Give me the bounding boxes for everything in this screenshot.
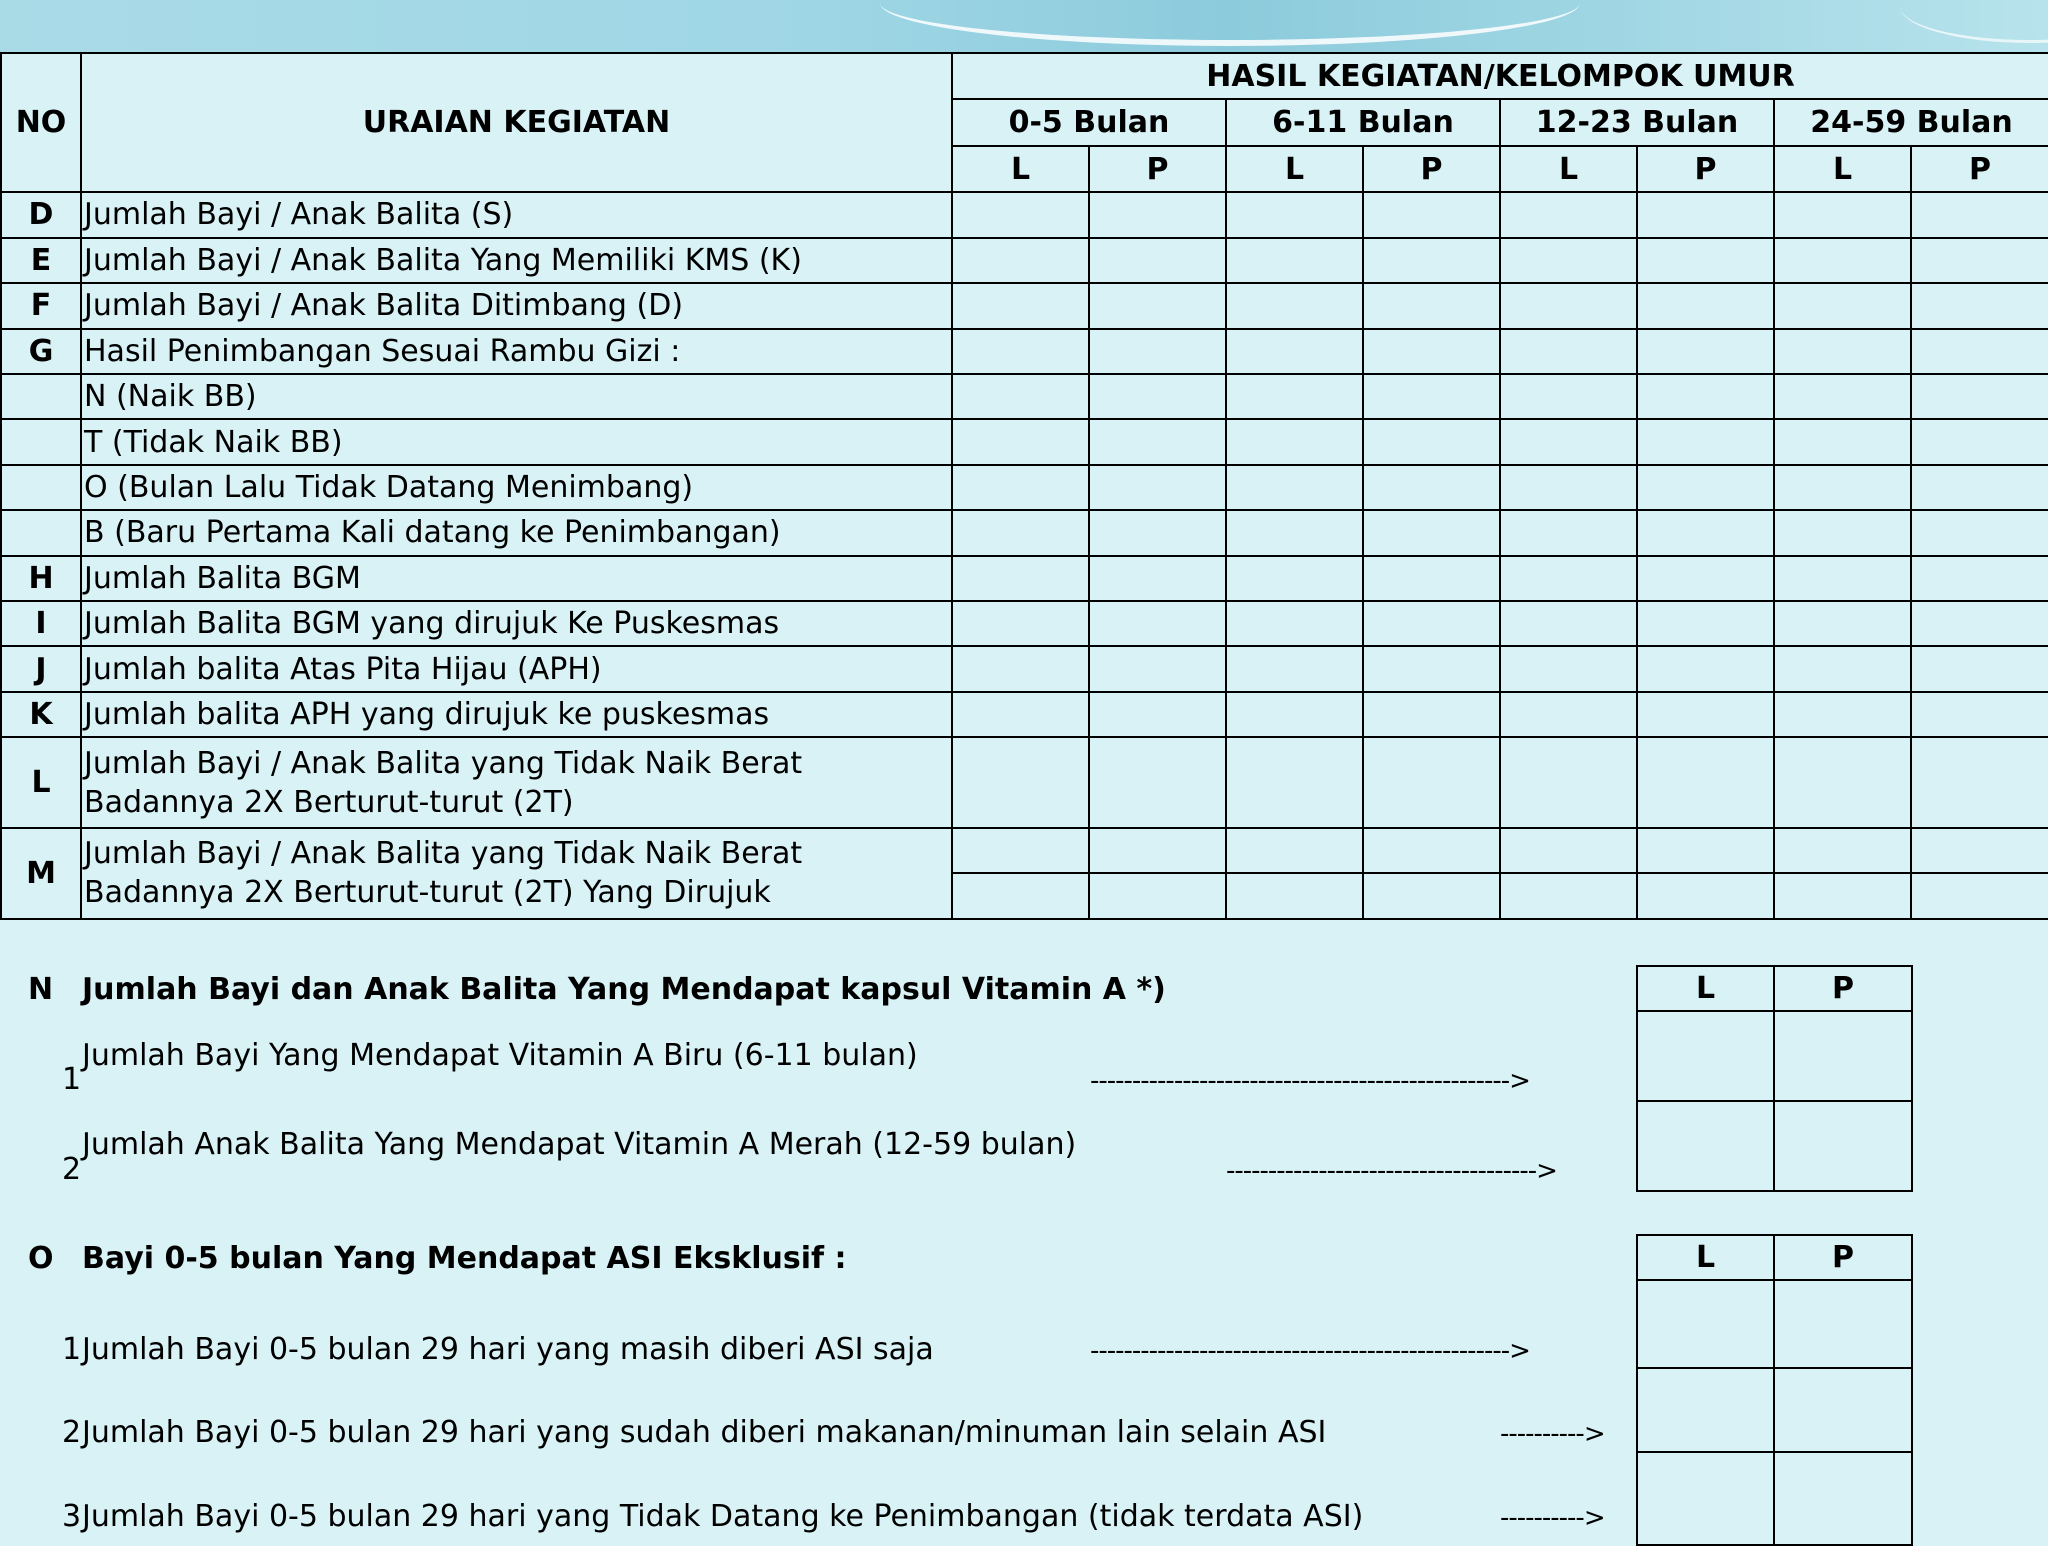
value-cell <box>952 374 1089 419</box>
table-row <box>1 737 2048 828</box>
value-cell <box>1911 692 2048 737</box>
value-cell <box>1774 601 1911 646</box>
value-cell <box>1637 283 1774 328</box>
row-no: D <box>1 192 81 237</box>
value-cell <box>1911 238 2048 283</box>
lp-cell <box>1637 1452 1774 1545</box>
value-cell <box>1911 510 2048 555</box>
row-no: I <box>1 601 81 646</box>
row-no <box>1 465 81 510</box>
value-cell <box>1500 192 1637 237</box>
value-cell <box>1363 283 1500 328</box>
table-row <box>1 419 2048 464</box>
value-cell <box>1363 419 1500 464</box>
value-cell <box>1363 692 1500 737</box>
row-no: G <box>1 329 81 374</box>
value-cell <box>1363 238 1500 283</box>
header-no: NO <box>1 53 81 192</box>
value-cell <box>1089 556 1226 601</box>
value-cell <box>1363 329 1500 374</box>
value-cell <box>1774 510 1911 555</box>
value-cell <box>1226 692 1363 737</box>
activity-table <box>0 52 2048 920</box>
header-sex-p: P <box>1363 146 1500 192</box>
table-row <box>1 374 2048 419</box>
value-cell <box>1774 646 1911 691</box>
value-cell <box>1363 828 1500 873</box>
value-cell <box>1637 828 1774 873</box>
value-cell <box>1089 873 1226 919</box>
value-cell <box>1500 692 1637 737</box>
section-o-lp-table <box>1636 1234 1913 1546</box>
row-description: Jumlah Balita BGM yang dirujuk Ke Puskesmas <box>81 601 952 646</box>
value-cell <box>1363 192 1500 237</box>
value-cell <box>1637 556 1774 601</box>
value-cell <box>1637 192 1774 237</box>
value-cell <box>1226 192 1363 237</box>
section-n-item-text: Jumlah Anak Balita Yang Mendapat Vitamin A Merah (12-59 bulan) <box>82 1127 1077 1162</box>
table-row <box>1 329 2048 374</box>
section-o-item-arrow: ----------> <box>1500 1503 1605 1533</box>
table-row <box>1 510 2048 555</box>
row-description: Jumlah Bayi / Anak Balita (S) <box>81 192 952 237</box>
table-body <box>1 192 2048 919</box>
lp-header-l: L <box>1637 966 1774 1011</box>
section-o-letter: O <box>28 1241 54 1276</box>
header-sex-l: L <box>1500 146 1637 192</box>
value-cell <box>1911 873 2048 919</box>
value-cell <box>1637 646 1774 691</box>
section-n-item-num: 2 <box>62 1152 82 1187</box>
value-cell <box>1774 692 1911 737</box>
table-row <box>1 556 2048 601</box>
value-cell <box>1089 329 1226 374</box>
value-cell <box>952 192 1089 237</box>
lp-header-p: P <box>1774 1235 1912 1280</box>
value-cell <box>1089 238 1226 283</box>
value-cell <box>1089 283 1226 328</box>
value-cell <box>1363 646 1500 691</box>
row-no <box>1 510 81 555</box>
lp-cell <box>1774 1011 1912 1101</box>
value-cell <box>1500 510 1637 555</box>
value-cell <box>1500 828 1637 873</box>
value-cell <box>1500 419 1637 464</box>
value-cell <box>952 283 1089 328</box>
header-age-group: 6-11 Bulan <box>1226 99 1500 145</box>
value-cell <box>1089 737 1226 828</box>
lp-cell <box>1637 1011 1774 1101</box>
value-cell <box>1363 873 1500 919</box>
value-cell <box>1226 556 1363 601</box>
value-cell <box>1911 828 2048 873</box>
header-sex-p: P <box>1911 146 2048 192</box>
lp-cell <box>1637 1368 1774 1452</box>
value-cell <box>1637 510 1774 555</box>
section-n-item-num: 1 <box>62 1062 82 1097</box>
value-cell <box>1226 238 1363 283</box>
value-cell <box>1637 465 1774 510</box>
lp-cell <box>1637 1280 1774 1368</box>
header-sex-p: P <box>1089 146 1226 192</box>
value-cell <box>1363 556 1500 601</box>
section-o-item-text: Jumlah Bayi 0-5 bulan 29 hari yang sudah diberi makanan/minuman lain selain ASI <box>82 1415 1327 1450</box>
row-no: L <box>1 737 81 828</box>
value-cell <box>1226 374 1363 419</box>
value-cell <box>952 601 1089 646</box>
value-cell <box>952 510 1089 555</box>
value-cell <box>1226 601 1363 646</box>
lp-cell <box>1637 1101 1774 1191</box>
value-cell <box>1774 556 1911 601</box>
value-cell <box>1226 828 1363 873</box>
lp-cell <box>1774 1368 1912 1452</box>
row-description: Jumlah Bayi / Anak Balita yang Tidak Naik Berat Badannya 2X Berturut-turut (2T) <box>81 737 952 828</box>
header-uraian: URAIAN KEGIATAN <box>81 53 952 192</box>
section-n-item-arrow: -------------------------------------> <box>1226 1156 1557 1186</box>
banner-swoosh <box>1900 0 2048 43</box>
value-cell <box>1774 465 1911 510</box>
section-o-item-text: Jumlah Bayi 0-5 bulan 29 hari yang Tidak Datang ke Penimbangan (tidak terdata ASI) <box>82 1499 1364 1534</box>
value-cell <box>1774 828 1911 873</box>
value-cell <box>952 556 1089 601</box>
value-cell <box>1911 646 2048 691</box>
lp-header-p: P <box>1774 966 1912 1011</box>
header-sex-l: L <box>952 146 1089 192</box>
header-sex-l: L <box>1226 146 1363 192</box>
header-sex-l: L <box>1774 146 1911 192</box>
row-description: Jumlah Bayi / Anak Balita Yang Memiliki KMS (K) <box>81 238 952 283</box>
banner-swoosh <box>880 0 1580 46</box>
row-description: T (Tidak Naik BB) <box>81 419 952 464</box>
value-cell <box>1089 510 1226 555</box>
value-cell <box>952 419 1089 464</box>
value-cell <box>1363 601 1500 646</box>
row-description: Jumlah Bayi / Anak Balita Ditimbang (D) <box>81 283 952 328</box>
value-cell <box>1226 465 1363 510</box>
value-cell <box>1226 329 1363 374</box>
value-cell <box>1911 601 2048 646</box>
value-cell <box>1089 374 1226 419</box>
value-cell <box>1500 465 1637 510</box>
value-cell <box>952 828 1089 873</box>
section-n-item-arrow: --------------------------------------------------> <box>1090 1066 1530 1096</box>
row-description: N (Naik BB) <box>81 374 952 419</box>
value-cell <box>1911 737 2048 828</box>
value-cell <box>1637 329 1774 374</box>
value-cell <box>1637 873 1774 919</box>
value-cell <box>1774 873 1911 919</box>
row-description: Jumlah Bayi / Anak Balita yang Tidak Naik Berat Badannya 2X Berturut-turut (2T) Yang Dirujuk <box>81 828 952 919</box>
section-o-item-text: Jumlah Bayi 0-5 bulan 29 hari yang masih diberi ASI saja <box>82 1332 934 1367</box>
section-n-lp-table <box>1636 965 1913 1192</box>
row-no: F <box>1 283 81 328</box>
value-cell <box>1089 419 1226 464</box>
value-cell <box>1363 510 1500 555</box>
value-cell <box>1911 192 2048 237</box>
value-cell <box>1774 737 1911 828</box>
value-cell <box>1363 465 1500 510</box>
value-cell <box>1500 238 1637 283</box>
header-age-group: 0-5 Bulan <box>952 99 1226 145</box>
table-row <box>1 465 2048 510</box>
value-cell <box>1637 374 1774 419</box>
value-cell <box>1226 646 1363 691</box>
table-row <box>1 283 2048 328</box>
value-cell <box>1774 329 1911 374</box>
section-n-letter: N <box>28 972 54 1007</box>
value-cell <box>1774 238 1911 283</box>
value-cell <box>1089 828 1226 873</box>
row-no: M <box>1 828 81 919</box>
row-description: Jumlah balita Atas Pita Hijau (APH) <box>81 646 952 691</box>
section-o-item-num: 1 <box>62 1332 82 1367</box>
value-cell <box>952 238 1089 283</box>
value-cell <box>1226 873 1363 919</box>
value-cell <box>1911 556 2048 601</box>
lp-cell <box>1774 1280 1912 1368</box>
row-description: Jumlah Balita BGM <box>81 556 952 601</box>
value-cell <box>1089 692 1226 737</box>
value-cell <box>1774 419 1911 464</box>
header-hasil: HASIL KEGIATAN/KELOMPOK UMUR <box>952 53 2048 99</box>
value-cell <box>952 646 1089 691</box>
row-description: O (Bulan Lalu Tidak Datang Menimbang) <box>81 465 952 510</box>
section-n-title: Jumlah Bayi dan Anak Balita Yang Mendapat kapsul Vitamin A *) <box>82 972 1166 1007</box>
value-cell <box>952 692 1089 737</box>
row-description: B (Baru Pertama Kali datang ke Penimbangan) <box>81 510 952 555</box>
value-cell <box>1911 419 2048 464</box>
value-cell <box>1089 601 1226 646</box>
value-cell <box>1226 283 1363 328</box>
table-row <box>1 238 2048 283</box>
value-cell <box>1226 419 1363 464</box>
value-cell <box>1911 465 2048 510</box>
value-cell <box>1637 238 1774 283</box>
header-age-group: 12-23 Bulan <box>1500 99 1774 145</box>
value-cell <box>1363 374 1500 419</box>
row-no <box>1 419 81 464</box>
value-cell <box>1500 646 1637 691</box>
value-cell <box>1911 374 2048 419</box>
section-o-item-arrow: --------------------------------------------------> <box>1090 1336 1530 1366</box>
row-no: J <box>1 646 81 691</box>
top-banner <box>0 0 2048 52</box>
header-age-group: 24-59 Bulan <box>1774 99 2048 145</box>
value-cell <box>1500 374 1637 419</box>
value-cell <box>952 465 1089 510</box>
header-sex-p: P <box>1637 146 1774 192</box>
table-row <box>1 646 2048 691</box>
section-o-item-num: 3 <box>62 1499 82 1534</box>
table-row <box>1 692 2048 737</box>
value-cell <box>1500 873 1637 919</box>
section-o-item-arrow: ----------> <box>1500 1419 1605 1449</box>
value-cell <box>1637 601 1774 646</box>
value-cell <box>952 873 1089 919</box>
table-row <box>1 192 2048 237</box>
table-row <box>1 601 2048 646</box>
lp-cell <box>1774 1101 1912 1191</box>
value-cell <box>1637 419 1774 464</box>
value-cell <box>952 329 1089 374</box>
row-description: Jumlah balita APH yang dirujuk ke puskesmas <box>81 692 952 737</box>
row-no <box>1 374 81 419</box>
value-cell <box>1089 192 1226 237</box>
value-cell <box>1500 329 1637 374</box>
lp-cell <box>1774 1452 1912 1545</box>
value-cell <box>1774 374 1911 419</box>
value-cell <box>1363 737 1500 828</box>
section-o-title: Bayi 0-5 bulan Yang Mendapat ASI Eksklusif : <box>82 1241 847 1276</box>
table-row <box>1 828 2048 873</box>
value-cell <box>1774 192 1911 237</box>
value-cell <box>1089 465 1226 510</box>
value-cell <box>1089 646 1226 691</box>
section-o-item-num: 2 <box>62 1415 82 1450</box>
row-description: Hasil Penimbangan Sesuai Rambu Gizi : <box>81 329 952 374</box>
value-cell <box>1500 283 1637 328</box>
value-cell <box>1500 601 1637 646</box>
section-n-item-text: Jumlah Bayi Yang Mendapat Vitamin A Biru (6-11 bulan) <box>82 1038 918 1073</box>
value-cell <box>1500 556 1637 601</box>
value-cell <box>1637 692 1774 737</box>
row-no: K <box>1 692 81 737</box>
value-cell <box>1911 329 2048 374</box>
value-cell <box>1500 737 1637 828</box>
value-cell <box>1911 283 2048 328</box>
value-cell <box>1226 737 1363 828</box>
value-cell <box>952 737 1089 828</box>
lp-header-l: L <box>1637 1235 1774 1280</box>
value-cell <box>1637 737 1774 828</box>
row-no: E <box>1 238 81 283</box>
row-no: H <box>1 556 81 601</box>
value-cell <box>1774 283 1911 328</box>
value-cell <box>1226 510 1363 555</box>
